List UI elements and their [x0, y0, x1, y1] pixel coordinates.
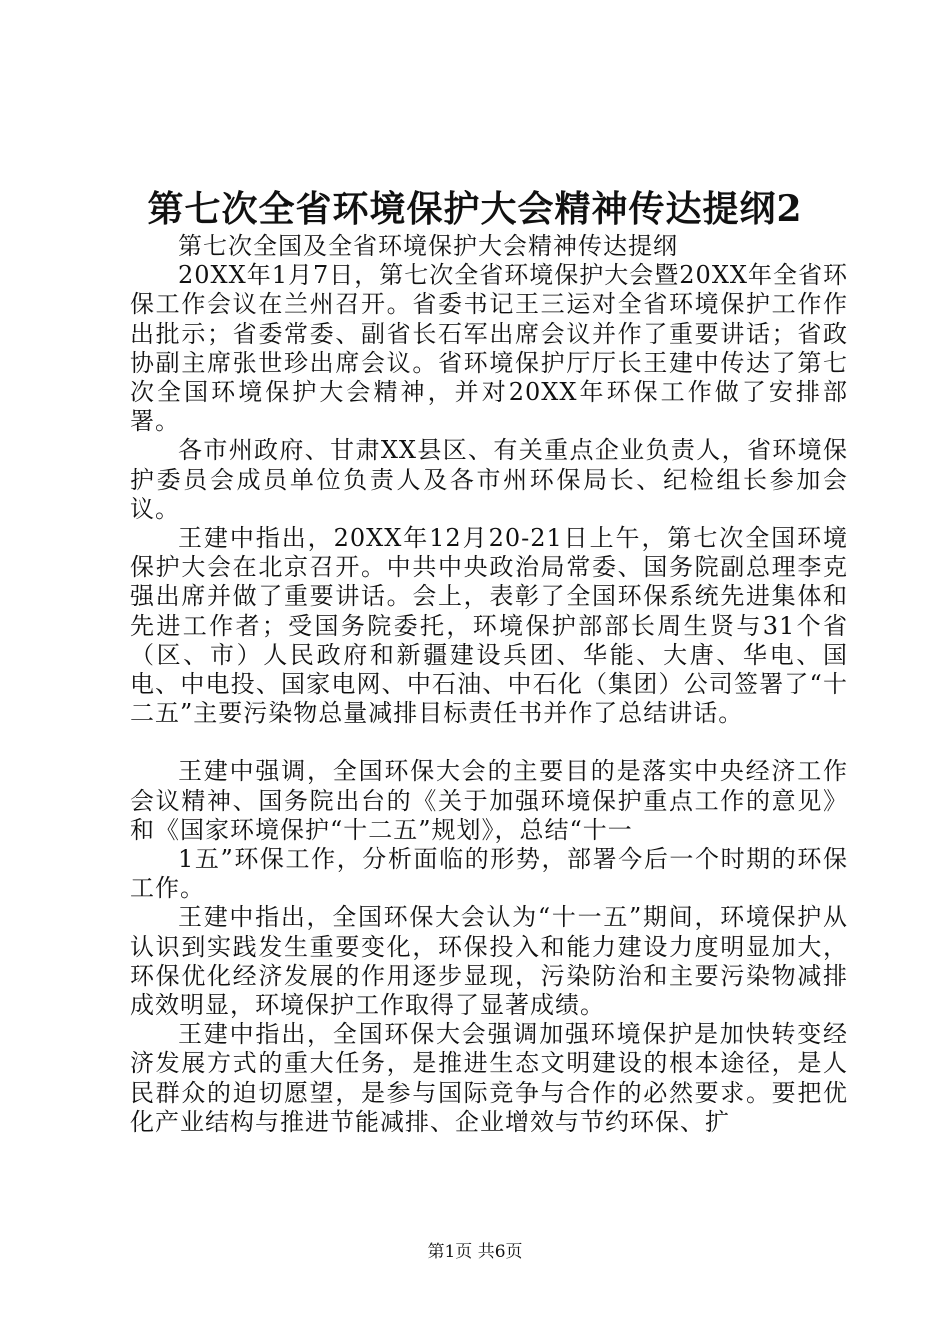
- paragraph: 20XX年1月7日，第七次全省环境保护大会暨20XX年全省环保工作会议在兰州召开。省委书记王三运对全省环境保护工作作出批示；省委常委、副省长石军出席会议并作了重要讲话；省政协副主席张世珍出席会议。省环境保护厅厅长王建中传达了第七次全国环境保护大会精神，并对20XX年环保工作做了安排部署。: [130, 261, 848, 436]
- document-title: 第七次全省环境保护大会精神传达提纲2: [147, 188, 803, 230]
- paragraph: 王建中指出，全国环保大会强调加强环境保护是加快转变经济发展方式的重大任务，是推进生态文明建设的根本途径，是人民群众的迫切愿望，是参与国际竞争与合作的必然要求。要把优化产业结构与推进节能减排、企业增效与节约环保、扩: [130, 1020, 848, 1136]
- paragraph: 1五”环保工作，分析面临的形势，部署今后一个时期的环保工作。: [130, 845, 848, 903]
- paragraph: 王建中指出，全国环保大会认为“十一五”期间，环境保护从认识到实践发生重要变化，环保投入和能力建设力度明显加大，环保优化经济发展的作用逐步显现，污染防治和主要污染物减排成效明显，环境保护工作取得了显著成绩。: [130, 903, 848, 1020]
- page-number-footer: 第1页 共6页: [427, 1242, 523, 1262]
- paragraph: 王建中指出，20XX年12月20-21日上午，第七次全国环境保护大会在北京召开。中共中央政治局常委、国务院副总理李克强出席并做了重要讲话。会上，表彰了全国环保系统先进集体和先进工作者；受国务院委托，环境保护部部长周生贤与31个省（区、市）人民政府和新疆建设兵团、华能、大唐、华电、国电、中电投、国家电网、中石油、中石化（集团）公司签署了“十二五”主要污染物总量减排目标责任书并作了总结讲话。: [130, 524, 848, 728]
- paragraph: 各市州政府、甘肃XX县区、有关重点企业负责人，省环境保护委员会成员单位负责人及各市州环保局长、纪检组长参加会议。: [130, 436, 848, 523]
- document-body: [130, 232, 848, 1137]
- paragraph: 王建中强调，全国环保大会的主要目的是落实中央经济工作会议精神、国务院出台的《关于加强环境保护重点工作的意见》和《国家环境保护“十二五”规划》，总结“十一: [130, 757, 848, 844]
- paragraph-subtitle: 第七次全国及全省环境保护大会精神传达提纲: [178, 232, 678, 260]
